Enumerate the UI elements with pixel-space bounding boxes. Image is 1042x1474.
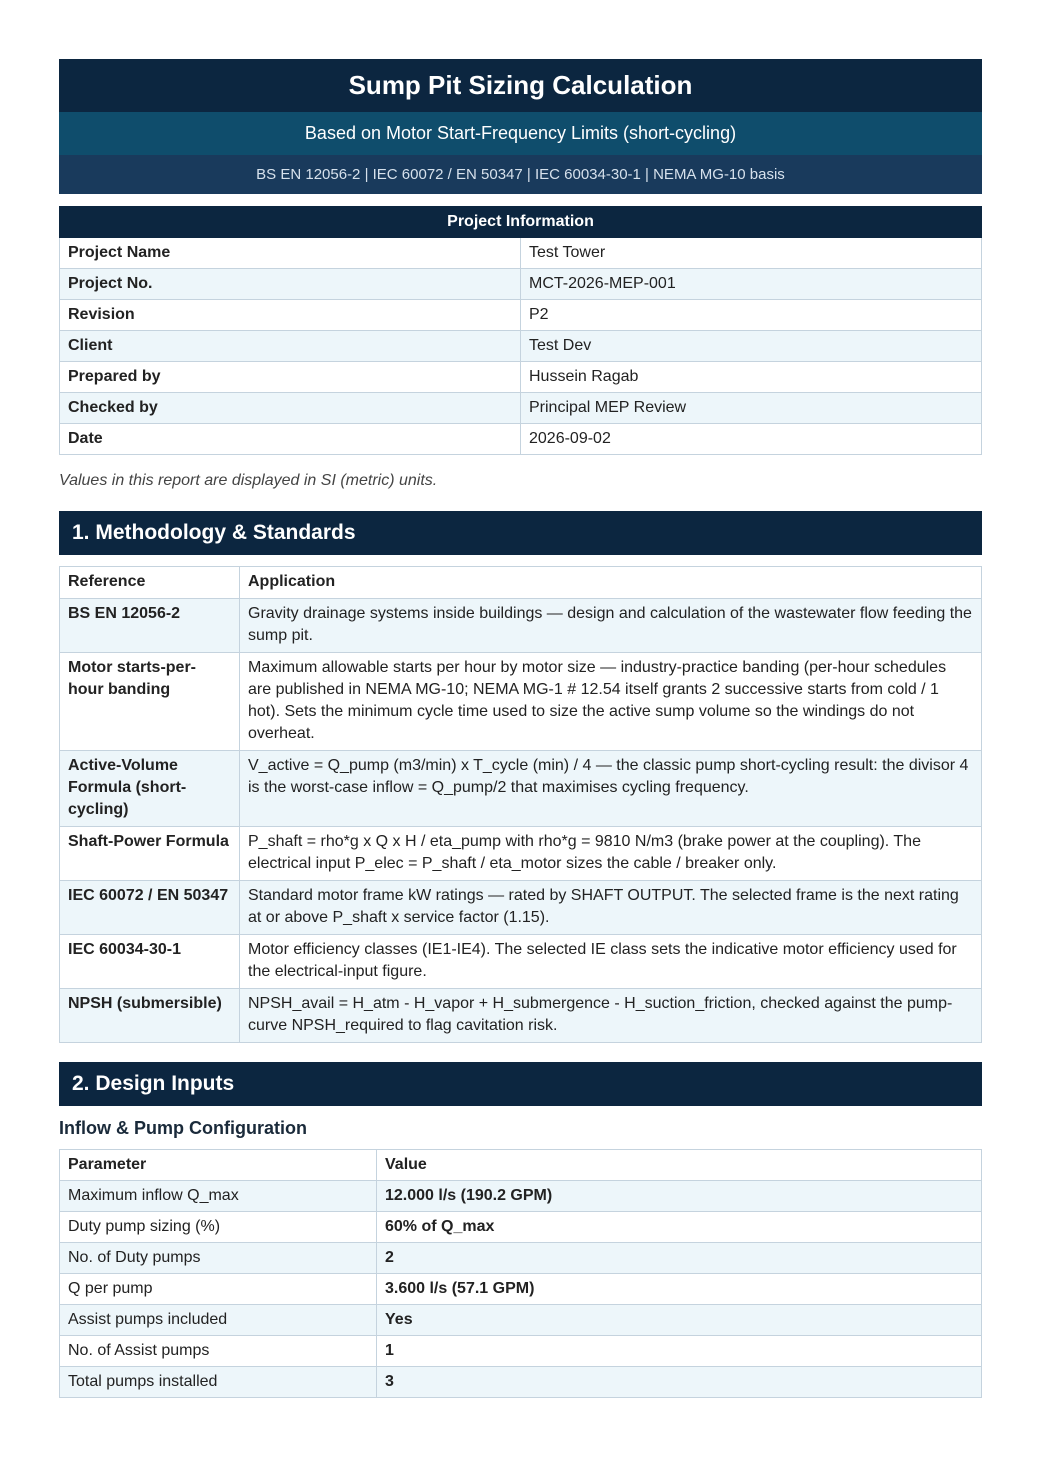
value-cell: Yes xyxy=(377,1305,982,1336)
revision-label: Revision xyxy=(60,300,521,331)
value-cell: 12.000 l/s (190.2 GPM) xyxy=(377,1181,982,1212)
table-header-row xyxy=(60,1150,982,1181)
project-no-label: Project No. xyxy=(60,269,521,300)
table-row xyxy=(60,751,982,827)
table-row xyxy=(60,1212,982,1243)
table-header-row xyxy=(60,567,982,599)
value-cell: 3 xyxy=(377,1367,982,1398)
prepared-by-label: Prepared by xyxy=(60,362,521,393)
design-inputs-table xyxy=(59,1149,982,1398)
design-inputs-heading: 2. Design Inputs xyxy=(59,1062,982,1106)
project-info-caption: Project Information xyxy=(60,207,982,238)
reference-cell: NPSH (submersible) xyxy=(60,989,240,1043)
reference-cell: Active-Volume Formula (short-cycling) xyxy=(60,751,240,827)
application-cell: Gravity drainage systems inside buildings — design and calculation of the wastewater flow feeding the sump pit. xyxy=(240,599,982,653)
table-row xyxy=(60,989,982,1043)
report-page xyxy=(59,59,982,1398)
value-column-header: Value xyxy=(377,1150,982,1181)
project-info-table xyxy=(59,206,982,455)
checked-by-label: Checked by xyxy=(60,393,521,424)
application-cell: Maximum allowable starts per hour by motor size — industry-practice banding (per-hour schedules are published in NEMA MG-10; NEMA MG-1 # 12.54 itself grants 2 successive starts from cold / 1 hot). Sets the minimum cycle time used to size the active sump volume so the windings do not overheat. xyxy=(240,653,982,751)
table-row xyxy=(60,881,982,935)
client-value: Test Dev xyxy=(521,331,982,362)
project-name-label: Project Name xyxy=(60,238,521,269)
revision-value: P2 xyxy=(521,300,982,331)
standards-line: BS EN 12056-2 | IEC 60072 / EN 50347 | IEC 60034-30-1 | NEMA MG-10 basis xyxy=(59,155,982,194)
parameter-cell: No. of Assist pumps xyxy=(60,1336,377,1367)
reference-column-header: Reference xyxy=(60,567,240,599)
parameter-cell: Assist pumps included xyxy=(60,1305,377,1336)
methodology-heading: 1. Methodology & Standards xyxy=(59,511,982,555)
checked-by-value: Principal MEP Review xyxy=(521,393,982,424)
parameter-column-header: Parameter xyxy=(60,1150,377,1181)
date-value: 2026-09-02 xyxy=(521,424,982,455)
application-cell: Standard motor frame kW ratings — rated by SHAFT OUTPUT. The selected frame is the next rating at or above P_shaft x service factor (1.15). xyxy=(240,881,982,935)
date-label: Date xyxy=(60,424,521,455)
table-row xyxy=(60,599,982,653)
methodology-table xyxy=(59,566,982,1043)
table-row xyxy=(60,653,982,751)
client-label: Client xyxy=(60,331,521,362)
project-no-value: MCT-2026-MEP-001 xyxy=(521,269,982,300)
table-row xyxy=(60,1181,982,1212)
project-name-value: Test Tower xyxy=(521,238,982,269)
report-subtitle: Based on Motor Start-Frequency Limits (short-cycling) xyxy=(59,112,982,155)
parameter-cell: No. of Duty pumps xyxy=(60,1243,377,1274)
reference-cell: Shaft-Power Formula xyxy=(60,827,240,881)
prepared-by-value: Hussein Ragab xyxy=(521,362,982,393)
value-cell: 3.600 l/s (57.1 GPM) xyxy=(377,1274,982,1305)
table-row xyxy=(60,269,982,300)
value-cell: 1 xyxy=(377,1336,982,1367)
reference-cell: BS EN 12056-2 xyxy=(60,599,240,653)
parameter-cell: Duty pump sizing (%) xyxy=(60,1212,377,1243)
units-note: Values in this report are displayed in SI (metric) units. xyxy=(59,472,438,489)
application-cell: Motor efficiency classes (IE1-IE4). The selected IE class sets the indicative motor efficiency used for the electrical-input figure. xyxy=(240,935,982,989)
table-row xyxy=(60,1243,982,1274)
value-cell: 60% of Q_max xyxy=(377,1212,982,1243)
application-cell: V_active = Q_pump (m3/min) x T_cycle (min) / 4 — the classic pump short-cycling result: the divisor 4 is the worst-case inflow = Q_pump/2 that maximises cycling frequency. xyxy=(240,751,982,827)
table-row xyxy=(60,393,982,424)
table-row xyxy=(60,362,982,393)
table-row xyxy=(60,1336,982,1367)
report-title: Sump Pit Sizing Calculation xyxy=(59,59,982,112)
reference-cell: IEC 60034-30-1 xyxy=(60,935,240,989)
table-row xyxy=(60,424,982,455)
table-row xyxy=(60,935,982,989)
table-row xyxy=(60,238,982,269)
parameter-cell: Total pumps installed xyxy=(60,1367,377,1398)
table-row xyxy=(60,1367,982,1398)
value-cell: 2 xyxy=(377,1243,982,1274)
parameter-cell: Maximum inflow Q_max xyxy=(60,1181,377,1212)
table-row xyxy=(60,827,982,881)
table-row xyxy=(60,1274,982,1305)
table-row xyxy=(60,300,982,331)
reference-cell: Motor starts-per-hour banding xyxy=(60,653,240,751)
inflow-config-subheading: Inflow & Pump Configuration xyxy=(59,1118,307,1138)
application-column-header: Application xyxy=(240,567,982,599)
application-cell: NPSH_avail = H_atm - H_vapor + H_submergence - H_suction_friction, checked against the pump-curve NPSH_required to flag cavitation risk. xyxy=(240,989,982,1043)
table-row xyxy=(60,331,982,362)
parameter-cell: Q per pump xyxy=(60,1274,377,1305)
application-cell: P_shaft = rho*g x Q x H / eta_pump with rho*g = 9810 N/m3 (brake power at the coupling). The electrical input P_elec = P_shaft / eta_motor sizes the cable / breaker only. xyxy=(240,827,982,881)
reference-cell: IEC 60072 / EN 50347 xyxy=(60,881,240,935)
table-row xyxy=(60,1305,982,1336)
